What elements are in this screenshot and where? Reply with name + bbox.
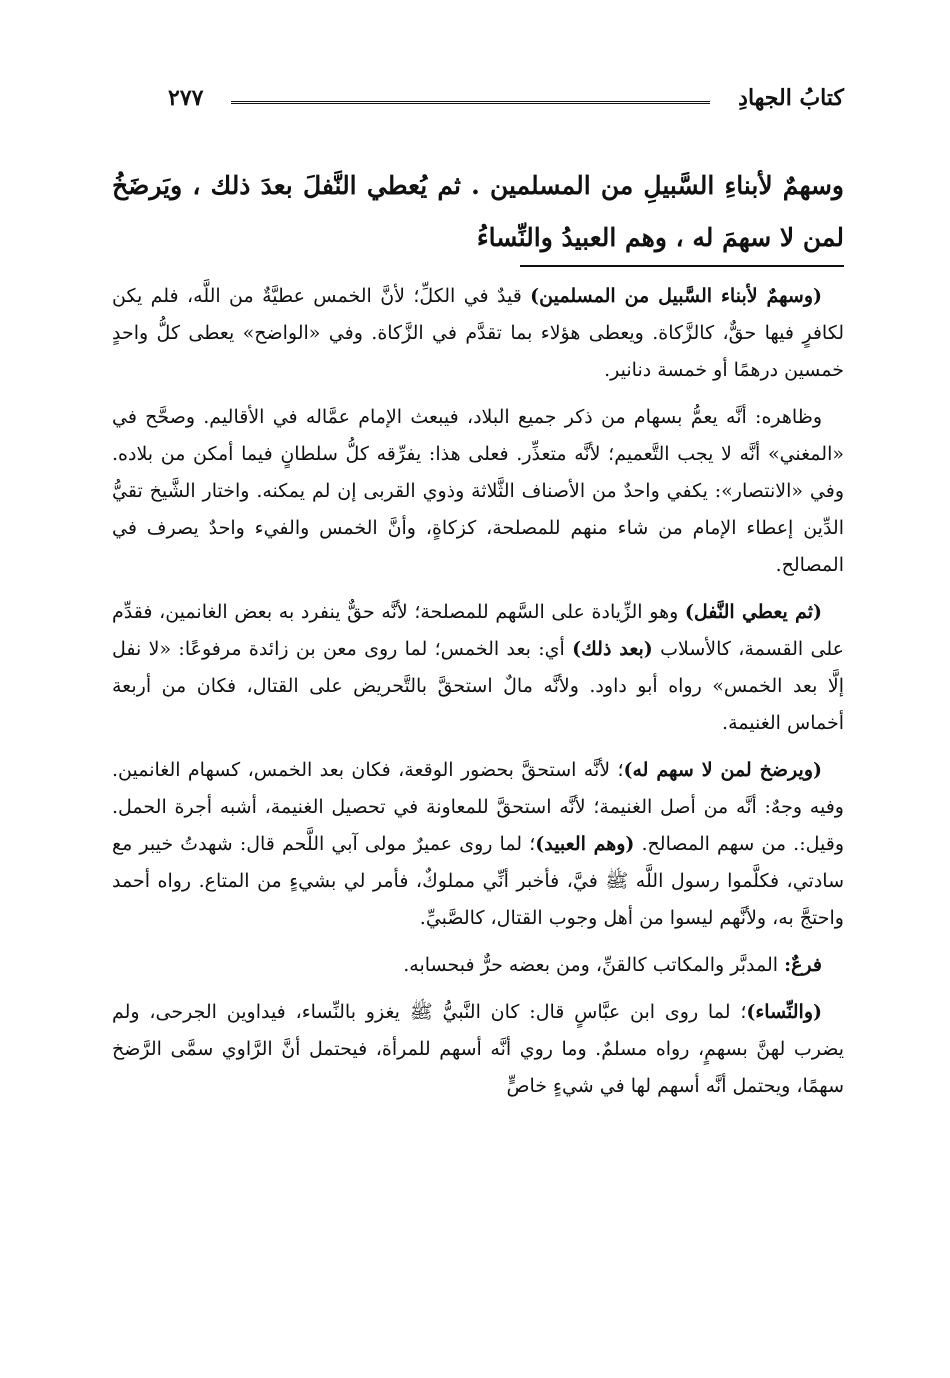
header-rule [231, 101, 710, 104]
paragraph-6 [112, 994, 844, 1105]
paragraph-text: وهو الزِّيادة على السَّهم للمصلحة؛ لأنَّه حقٌّ ينفرد به بعض الغانمين، فقدِّم على القسمة، كالأسلاب [112, 601, 844, 660]
branch-label: فرعٌ: [784, 954, 822, 976]
matn-text: وسهمٌ لأبناءِ السَّبيلِ من المسلمين . ثم يُعطي النَّفلَ بعدَ ذلك ، ويَرضَخُ لمن لا سهمَ له ، وهم العبيدُ والنِّساءُ [112, 171, 844, 252]
lemma: (وسهمٌ لأبناء السَّبيل من المسلمين) [530, 285, 823, 307]
paragraph-text: المدبَّر والمكاتب كالقنِّ، ومن بعضه حرٌّ فبحسابه. [403, 954, 785, 976]
paragraph-text: ؛ لما روى ابن عبَّاسٍ قال: كان النَّبيُّ ﷺ يغزو بالنِّساء، فيداوين الجرحى، ولم يضرب لهنَّ بسهمٍ، رواه مسلمٌ. وما روي أنَّه أسهم للمرأة، فيحتمل أنَّ الرَّاوي سمَّى الرَّضخ سهمًا، ويحتمل أنَّه أسهم لها في شيءٍ خاصٍّ [112, 1001, 844, 1097]
paragraph-text: ؛ لما روى عميرٌ مولى آبي اللَّحم قال: شهدتُ خيبر مع سادتي، فكلَّموا رسول اللَّه ﷺ فيَّ، فأخبر أنِّي مملوكٌ، فأمر لي بشيءٍ من المتاع. رواه أحمد واحتجَّ به، ولأنَّهم ليسوا من أهل وجوب القتال، كالصَّبيِّ. [112, 833, 844, 929]
lemma: (ويرضخ لمن لا سهم له) [623, 759, 822, 781]
running-header [168, 78, 844, 118]
lemma: (بعد ذلك) [572, 638, 653, 660]
paragraph-text: أي: بعد الخمس؛ لما روى معن بن زائدة مرفوعًا: «لا نفل إلَّا بعد الخمس» رواه أبو داود. ولأنَّه مالٌ استحقَّ بالتَّحريض على القتال، فكان من أربعة أخماس الغنيمة. [112, 638, 844, 734]
lemma: (ثم يعطي النَّفل) [684, 601, 822, 623]
book-title: كتابُ الجهادِ [738, 85, 844, 111]
paragraph-3 [112, 594, 844, 742]
commentary-body [112, 278, 844, 1115]
page-number: ٢٧٧ [168, 85, 204, 111]
lemma: (والنِّساء) [746, 1001, 822, 1023]
paragraph-2 [112, 399, 844, 584]
lemma: (وهم العبيد) [535, 833, 635, 855]
paragraph-5 [112, 947, 844, 984]
paragraph-text: ؛ لأنَّه استحقَّ بحضور الوقعة، فكان بعد الخمس، كسهام الغانمين. وفيه وجهٌ: أنَّه من أصل الغنيمة؛ لأنَّه استحقَّ للمعاونة في تحصيل الغنيمة، أشبه أجرة الحمل. وقيل:. من سهم المصالح. [112, 759, 844, 855]
paragraph-text: وظاهره: أنَّه يعمُّ بسهام من ذكر جميع البلاد، فيبعث الإمام عمَّاله في الأقاليم. وصحَّح في «المغني» أنَّه لا يجب التَّعميم؛ لأنَّه متعذِّر. فعلى هذا: يفرِّقه كلُّ سلطانٍ فيما أمكن من بلاده. وفي «الانتصار»: يكفي واحدٌ من الأصناف الثَّلاثة وذوي القربى إن لم يمكنه. واختار الشَّيخ تقيُّ الدِّين إعطاء الإمام من شاء منهم للمصلحة، كزكاةٍ، وأنَّ الخمس والفيء واحدٌ يصرف في المصالح. [112, 406, 844, 576]
paragraph-text: قيدٌ في الكلِّ؛ لأنَّ الخمس عطيَّةٌ من اللَّه، فلم يكن لكافرٍ فيها حقٌّ، كالزَّكاة. ويعطى هؤلاء بما تقدَّم في الزَّكاة. وفي «الواضح» يعطى كلُّ واحدٍ خمسين درهمًا أو خمسة دنانير. [112, 285, 844, 381]
paragraph-4 [112, 752, 844, 937]
matn-underline [520, 265, 844, 267]
paragraph-1 [112, 278, 844, 389]
